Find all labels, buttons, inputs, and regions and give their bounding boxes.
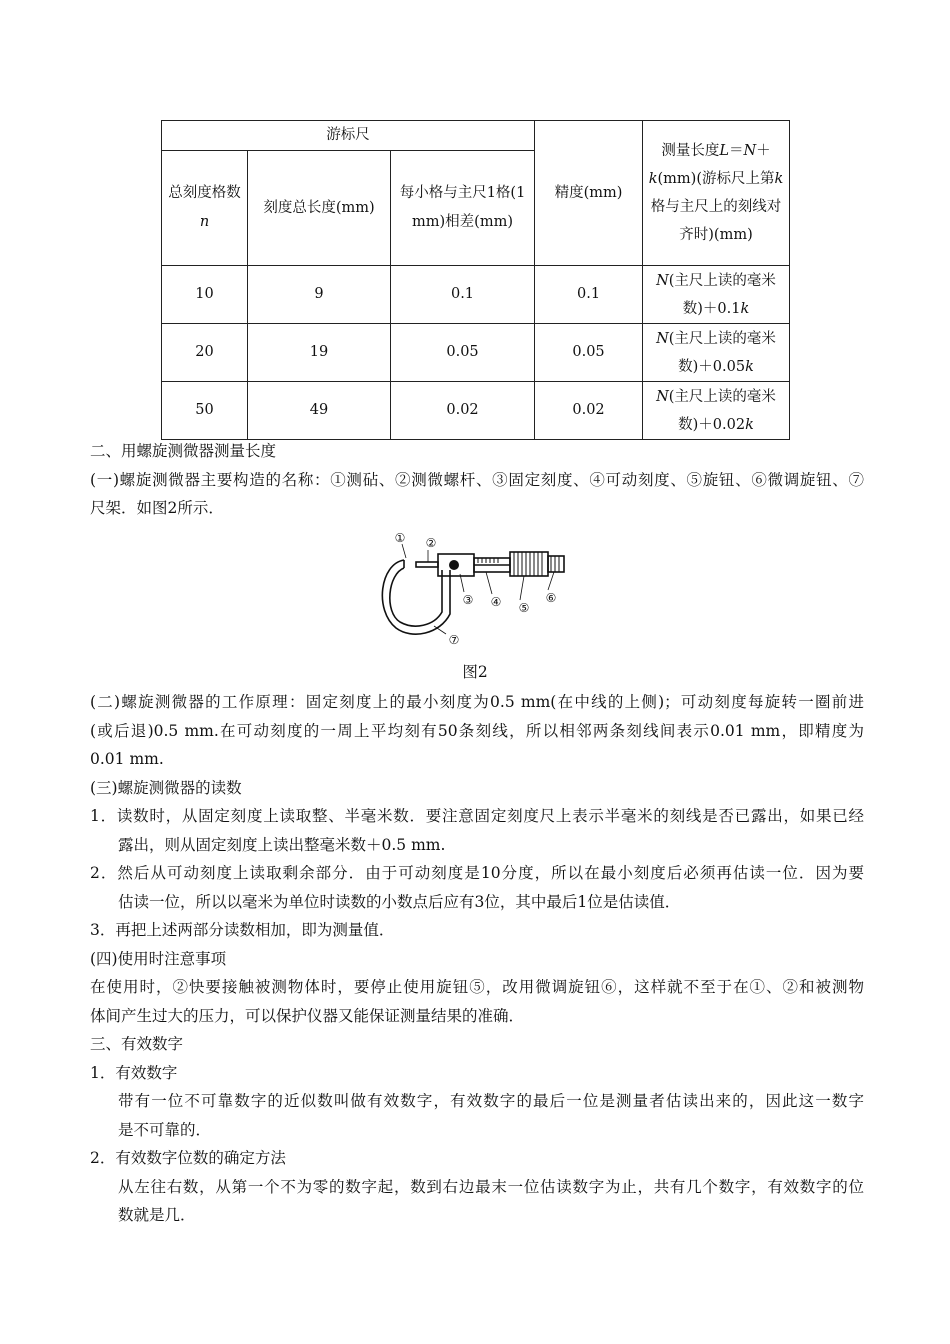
cell-n: 20 — [162, 324, 248, 382]
cell-diff: 0.02 — [391, 382, 535, 440]
frame-outline — [382, 560, 450, 634]
paragraph-line: (一)螺旋测微器主要构造的名称：①测砧、②测微螺杆、③固定刻度、④可动刻度、⑤旋钮、⑥微调旋钮、⑦ — [90, 470, 864, 489]
header-total-length: 刻度总长度(mm) — [248, 151, 391, 266]
ratchet — [548, 556, 564, 572]
paragraph-line: (二)螺旋测微器的工作原理：固定刻度上的最小刻度为0.5 mm(在中线的上侧)；可动刻度每旋转一圈前进 — [90, 693, 864, 711]
table-row — [162, 324, 790, 382]
paragraph-line: 是不可靠的． — [118, 1120, 212, 1139]
cell-length: 19 — [248, 324, 391, 382]
list-item-continuation: 露出，则从固定刻度上读出整毫米数＋0.5 mm. — [118, 835, 446, 854]
table-row — [162, 266, 790, 324]
cell-precision: 0.1 — [535, 266, 643, 324]
paragraph-line: 尺架．如图2所示． — [90, 499, 224, 517]
subsection-heading: (三)螺旋测微器的读数 — [90, 778, 242, 797]
cell-n: 50 — [162, 382, 248, 440]
cell-formula: N(主尺上读的毫米数)＋0.02k — [643, 382, 790, 440]
label-7: ⑦ — [448, 633, 460, 647]
header-precision: 精度(mm) — [535, 121, 643, 266]
cell-precision: 0.05 — [535, 324, 643, 382]
cell-length: 49 — [248, 382, 391, 440]
section-micrometer-body — [90, 688, 864, 1230]
label-6: ⑥ — [545, 591, 557, 605]
vernier-table — [161, 120, 790, 440]
lock-knob — [449, 560, 459, 570]
label-4: ④ — [490, 595, 502, 609]
cell-diff: 0.1 — [391, 266, 535, 324]
header-measure-length: 测量长度L＝N＋k(mm)(游标尺上第k格与主尺上的刻线对齐时)(mm) — [643, 121, 790, 266]
header-total-divisions: 总刻度格数n — [162, 151, 248, 266]
micrometer-figure — [376, 530, 581, 648]
paragraph-line: 在使用时，②快要接触被测物体时，要停止使用旋钮⑤，改用微调旋钮⑥，这样就不至于在①、②和被测物 — [90, 978, 864, 996]
paragraph-line: 数就是几． — [118, 1206, 196, 1224]
cell-length: 9 — [248, 266, 391, 324]
list-item: 1．读数时，从固定刻度上读取整、半毫米数．要注意固定刻度尺上表示半毫米的刻线是否已露出，如果已经 — [90, 807, 864, 825]
paragraph-line: (或后退)0.5 mm.在可动刻度的一周上平均刻有50条刻线，所以相邻两条刻线间表示0.01 mm，即精度为 — [90, 721, 864, 740]
list-item-continuation: 估读一位，所以以毫米为单位时读数的小数点后应有3位，其中最后1位是估读值． — [118, 892, 681, 911]
cell-formula: N(主尺上读的毫米数)＋0.05k — [643, 324, 790, 382]
cell-n: 10 — [162, 266, 248, 324]
frame-inner — [390, 568, 442, 626]
section-heading: 二、用螺旋测微器测量长度 — [90, 442, 277, 460]
cell-formula: N(主尺上读的毫米数)＋0.1k — [643, 266, 790, 324]
figure-caption: 图2 — [462, 663, 488, 681]
paragraph-line: 0.01 mm. — [90, 750, 164, 768]
list-item: 1．有效数字 — [90, 1063, 178, 1082]
cell-precision: 0.02 — [535, 382, 643, 440]
section-heading: 三、有效数字 — [90, 1035, 184, 1053]
spindle — [416, 562, 438, 567]
label-3: ③ — [462, 593, 474, 607]
list-item: 2．有效数字位数的确定方法 — [90, 1149, 286, 1167]
label-1: ① — [394, 531, 406, 545]
paragraph-line: 从左往右数，从第一个不为零的数字起，数到右边最末一位估读数字为止，共有几个数字，有效数字的位 — [118, 1177, 864, 1196]
section-micrometer-top — [90, 437, 864, 523]
label-2: ② — [425, 536, 437, 550]
label-5: ⑤ — [518, 601, 530, 615]
header-diff: 每小格与主尺1格(1 mm)相差(mm) — [391, 151, 535, 266]
cell-diff: 0.05 — [391, 324, 535, 382]
table-row — [162, 382, 790, 440]
paragraph-line: 带有一位不可靠数字的近似数叫做有效数字，有效数字的最后一位是测量者估读出来的，因此这一数字 — [118, 1092, 864, 1110]
list-item: 3．再把上述两部分读数相加，即为测量值． — [90, 921, 395, 939]
subsection-heading: (四)使用时注意事项 — [90, 949, 227, 968]
paragraph-line: 体间产生过大的压力，可以保护仪器又能保证测量结果的准确． — [90, 1006, 525, 1025]
table-group-header: 游标尺 — [162, 121, 535, 151]
list-item: 2．然后从可动刻度上读取剩余部分．由于可动刻度是10分度，所以在最小刻度后必须再估读一位．因为要 — [90, 864, 864, 882]
